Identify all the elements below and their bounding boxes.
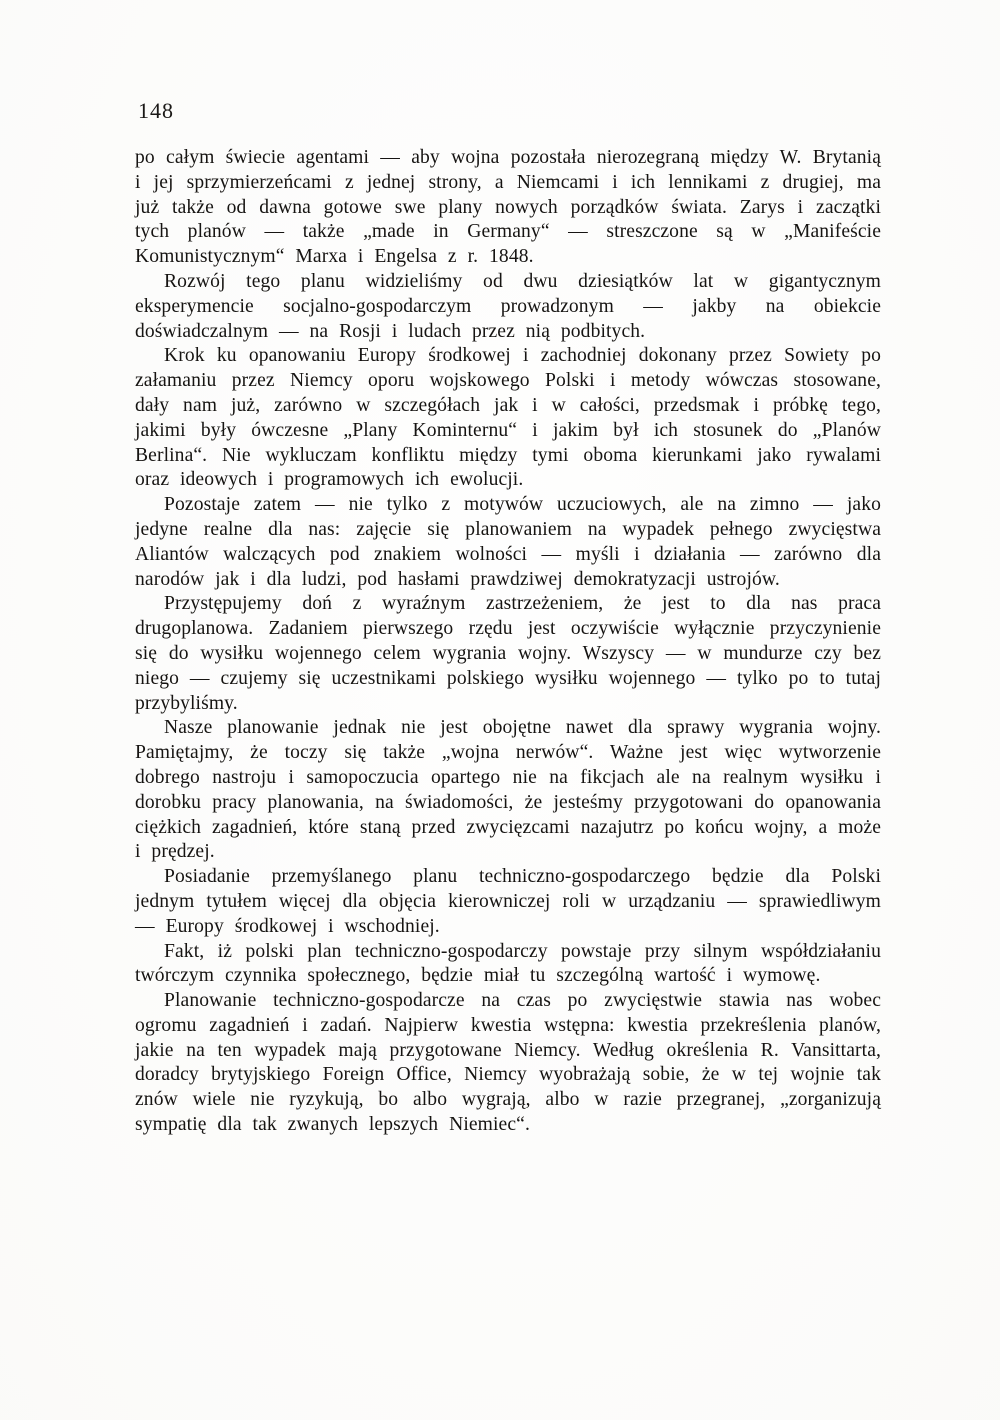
paragraph: Rozwój tego planu widzieliśmy od dwu dziesiątków lat w gigantycznym eksperymencie socjalno-gospodarczym prowadzonym — jakby na obiekcie doświadczalnym — na Rosji i ludach przez nią podbitych. — [135, 270, 881, 342]
paragraph: Przystępujemy doń z wyraźnym zastrzeżeniem, że jest to dla nas praca drugoplanowa. Zadaniem pierwszego rzędu jest oczywiście wyłącznie przyczynienie się do wysiłku wojennego celem wygrania wojny. Wszyscy — w mundurze czy bez niego — czujemy się uczestnikami polskiego wysiłku wojennego — tylko po to tutaj przybyliśmy. — [135, 593, 881, 714]
paragraph: Krok ku opanowaniu Europy środkowej i zachodniej dokonany przez Sowiety po załamaniu przez Niemcy oporu wojskowego Polski i metody wówczas stosowane, dały nam już, zarówno w szczegółach jak i w całości, przedsmak i próbkę tego, jakimi były ówczesne „Plany Kominternu“ i jakim był ich stosunek do „Planów Berlina“. Nie wykluczam konfliktu między tymi oboma kierunkami jako rywalami oraz ideowych i programowych ich ewolucji. — [135, 345, 881, 491]
paragraph: Planowanie techniczno-gospodarcze na czas po zwycięstwie stawia nas wobec ogromu zagadnień i zadań. Najpierw kwestia wstępna: kwestia przekreślenia planów, jakie na ten wypadek mają przygotowane Niemcy. Według określenia R. Vansittarta, doradcy brytyjskiego Foreign Office, Niemcy wyobrażają sobie, że w tej wojnie tak znów wiele nie ryzykują, bo albo wygrają, albo w razie przegranej, „zorganizują sympatię dla tak zwanych lepszych Niemiec“. — [135, 990, 881, 1136]
paragraph: Posiadanie przemyślanego planu techniczno-gospodarczego będzie dla Polski jednym tytułem więcej dla objęcia kierowniczej roli w urządzaniu — sprawiedliwym — Europy środkowej i wschodniej. — [135, 866, 881, 937]
paragraph: Pozostaje zatem — nie tylko z motywów uczuciowych, ale na zimno — jako jedyne realne dla nas: zajęcie się planowaniem na wypadek pełnego zwycięstwa Aliantów walczących pod znakiem wolności — myśli i działania — zarówno dla narodów jak i dla ludzi, pod hasłami prawdziwej demokratyzacji ustrojów. — [135, 494, 881, 590]
paragraph: Nasze planowanie jednak nie jest obojętne nawet dla sprawy wygrania wojny. Pamiętajmy, że toczy się także „wojna nerwów“. Ważne jest więc wytworzenie dobrego nastroju i samopoczucia opartego nie na fikcjach ale na realnym wysiłku i dorobku pracy planowania, na świadomości, że jesteśmy przygotowani do opanowania ciężkich zagadnień, które staną przed zwycięzcami nazajutrz po końcu wojny, a może i prędzej. — [135, 717, 881, 863]
paragraph: Fakt, iż polski plan techniczno-gospodarczy powstaje przy silnym współdziałaniu twórczym czynnika społecznego, będzie miał tu szczególną wartość i wymowę. — [135, 940, 881, 987]
page-number: 148 — [138, 98, 174, 123]
body-text-block — [135, 146, 881, 1138]
paragraph: po całym świecie agentami — aby wojna pozostała nierozegraną między W. Brytanią i jej sprzymierzeńcami z jednej strony, a Niemcami i ich lennikami z drugiej, ma już także od dawna gotowe swe plany nowych porządków świata. Zarys i zaczątki tych planów — także „made in Germany“ — streszczone są w „Manifeście Komunistycznym“ Marxa i Engelsa z r. 1848. — [135, 147, 881, 268]
